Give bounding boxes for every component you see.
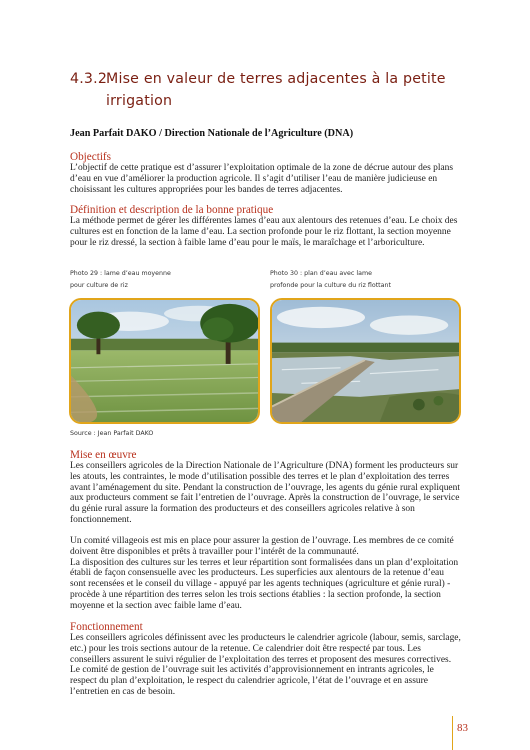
objectifs-text: L’objectif de cette pratique est d’assurer l’exploitation optimale de la zone de décrue autour des plans d’eau en vue d’améliorer la production agricole. Il s’agit d’utiliser l’eau de manière judicieuse en choisissant les cultures appropriées pour les bandes de terres adjacentes. (70, 163, 454, 195)
photo-29-caption-line2: pour culture de riz (70, 282, 128, 289)
fonctionnement-text-1: Les conseillers agricoles définissent avec les producteurs le calendrier agricole (labour, semis, sarclage, etc.) pour les trois sections autour de la retenue. Ce calendrier doit être respecté par tous. Les conseillers assurent le suivi régulier de l’exploitation des terres et proposent des mesures correctives. (70, 633, 461, 665)
paragraph-definition (70, 216, 462, 248)
definition-text: La méthode permet de gérer les différentes lames d’eau aux alentours des retenues d’eau. Le choix des cultures est en fonction de la lame d’eau. La section profonde pour le riz flottant, la section moyenne pour le riz dressé, la section à faible lame d’eau pour le maïs, le maraîchage et l’arboriculture. (70, 216, 458, 248)
water-reservoir-photo (270, 298, 461, 424)
mise-en-oeuvre-text-2: Un comité villageois est mis en place pour assurer la gestion de l’ouvrage. Les membres de ce comité doivent être disponibles et prêts à travailler pour l’intérêt de la communauté. (70, 536, 454, 557)
photo-29-caption-line1: Photo 29 : lame d’eau moyenne (70, 270, 171, 277)
paragraph-mise-en-oeuvre-2 (70, 536, 462, 612)
mise-en-oeuvre-text-3: La disposition des cultures sur les terres et leur répartition sont formalisées dans un plan d’exploitation établi de façon consensuelle avec les producteurs. Les superficies aux alentours de la retenue d’eau sont recensées et le conseil du village - appuyé par les agents techniques (agriculture et génie rural) - procède à une répartition des terres selon les trois sections établies : la section profonde, la section moyenne et la section avec faible lame d’eau. (70, 557, 459, 611)
page-number: 83 (457, 722, 468, 734)
heading-objectifs: Objectifs (70, 151, 112, 163)
author-line: Jean Parfait DAKO / Direction Nationale de l’Agriculture (DNA) (70, 128, 354, 139)
paragraph-objectifs (70, 163, 462, 195)
section-number: 4.3.2 (70, 71, 108, 87)
page-number-rule (452, 716, 453, 750)
section-title-line2: irrigation (106, 93, 173, 109)
paragraph-fonctionnement (70, 633, 462, 698)
photo-source: Source : Jean Parfait DAKO (70, 430, 154, 437)
fonctionnement-text-2: Le comité de gestion de l’ouvrage suit les activités d’approvisionnement en intrants agricoles, le respect du plan d’exploitation, le respect du calendrier agricole, l’état de l’ouvrage et en assure l’entretien en cas de besoin. (70, 665, 434, 697)
heading-fonctionnement: Fonctionnement (70, 621, 143, 633)
heading-mise-en-oeuvre: Mise en œuvre (70, 449, 137, 461)
photo-30-caption (270, 268, 470, 292)
rice-paddy-photo (69, 298, 260, 424)
photo-29-caption (70, 268, 270, 292)
section-title (70, 68, 470, 112)
paragraph-mise-en-oeuvre-1 (70, 461, 462, 526)
photo-30-caption-line1: Photo 30 : plan d’eau avec lame (270, 270, 372, 277)
photo-30-caption-line2: profonde pour la culture du riz flottant (270, 282, 391, 289)
mise-en-oeuvre-text-1: Les conseillers agricoles de la Direction Nationale de l’Agriculture (DNA) forment les producteurs sur les atouts, les contraintes, le mode d’utilisation possible des terres et le plan d’exploitation des terres avant l’aménagement du site. Pendant la construction de l’ouvrage, les agents du génie rural expliquent aux producteurs comment se fait l’entretien de l’ouvrage. Après la construction de l’ouvrage, le service du génie rural assure la formation des producteurs et des conseillers agricoles relative à son fonctionnement. (70, 461, 460, 525)
heading-definition: Définition et description de la bonne pratique (70, 204, 274, 216)
section-title-line1: Mise en valeur de terres adjacentes à la petite (106, 71, 446, 87)
